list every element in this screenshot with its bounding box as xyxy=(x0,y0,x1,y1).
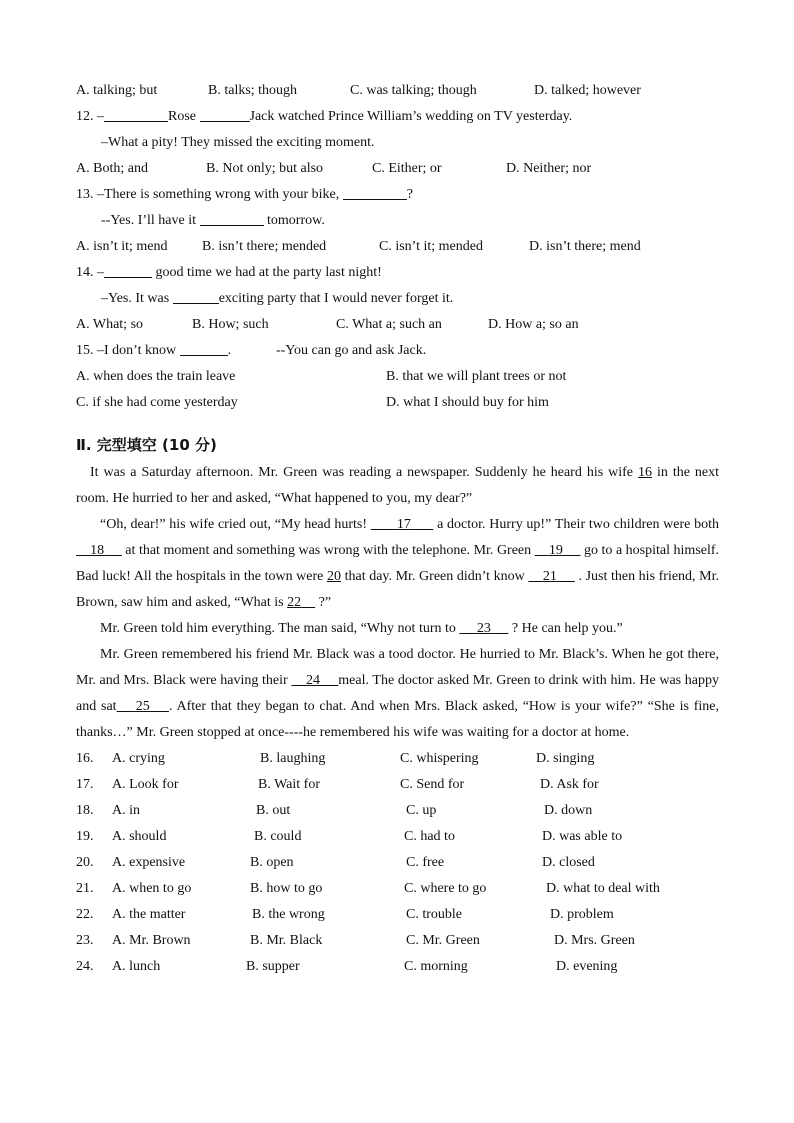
q13-number: 13. – xyxy=(76,187,104,202)
choice-b: B. Wait for xyxy=(258,777,320,792)
q14-option-d: D. How a; so an xyxy=(488,317,579,332)
blank-17-number: 17 xyxy=(396,517,411,532)
q14-option-c: C. What a; such an xyxy=(336,317,442,332)
q13-reply-text-2: tomorrow. xyxy=(263,213,325,228)
choice-number: 24. xyxy=(76,959,94,974)
blank-25 xyxy=(117,699,169,714)
passage-text: go to a hospital himself. Bad luck! All the hospitals in the town were xyxy=(76,543,720,584)
choice-c: C. Mr. Green xyxy=(406,933,480,948)
choice-c: C. had to xyxy=(404,829,455,844)
choice-row-22 xyxy=(76,902,719,928)
q11-option-c: C. was talking; though xyxy=(350,83,477,98)
q15-option-d: D. what I should buy for him xyxy=(386,395,549,410)
choice-a: A. lunch xyxy=(112,959,161,974)
passage-paragraph-2 xyxy=(76,512,719,616)
q15-text-1: I don’t know xyxy=(104,343,180,358)
blank-23-number: 23 xyxy=(476,621,491,636)
q15-option-a: A. when does the train leave xyxy=(76,369,236,384)
blank-22-number: 22 xyxy=(287,595,302,610)
choice-c: C. up xyxy=(406,803,437,818)
choice-a: A. Look for xyxy=(112,777,179,792)
q15-text-2: . xyxy=(227,343,232,358)
section-2-title: Ⅱ. 完型填空 xyxy=(76,436,157,454)
choice-b: B. the wrong xyxy=(252,907,325,922)
cloze-choices xyxy=(76,746,719,980)
q12-text-1: Rose xyxy=(168,109,200,124)
q12-question xyxy=(76,104,719,130)
q15-reply: --You can go and ask Jack. xyxy=(276,343,427,358)
q14-reply-text-1: –Yes. It was xyxy=(101,291,173,306)
passage-text: Mr. Green remembered his friend Mr. Black was a tood doctor. He hurried to Mr. Black’s. When he got there, Mr. and Mrs. Black were having their xyxy=(76,647,719,688)
q12-reply: –What a pity! They missed the exciting moment. xyxy=(101,135,375,150)
choice-row-21 xyxy=(76,876,719,902)
q12-option-b: B. Not only; but also xyxy=(206,161,324,176)
q15-options-row-1 xyxy=(76,364,719,390)
passage-text: It was a Saturday afternoon. Mr. Green was reading a newspaper. Suddenly he heard his wife xyxy=(90,465,638,480)
blank-24 xyxy=(291,673,338,688)
q11-option-b: B. talks; though xyxy=(208,83,298,98)
q13-reply-text-1: --Yes. I’ll have it xyxy=(101,213,200,228)
passage-paragraph-1 xyxy=(76,460,719,512)
choice-a: A. should xyxy=(112,829,167,844)
q14-text-1: good time we had at the party last night! xyxy=(152,265,382,280)
choice-c: C. free xyxy=(406,855,445,870)
q15-question xyxy=(76,338,719,364)
q12-blank-1 xyxy=(104,105,168,122)
blank-16: 16 xyxy=(637,465,652,480)
choice-number: 21. xyxy=(76,881,94,896)
choice-row-19 xyxy=(76,824,719,850)
q14-blank-1 xyxy=(104,261,152,278)
passage-text: ? He can help you.” xyxy=(508,621,623,636)
choice-b: B. supper xyxy=(246,959,300,974)
choice-row-18 xyxy=(76,798,719,824)
choice-number: 17. xyxy=(76,777,94,792)
passage-text: at that moment and something was wrong with the telephone. Mr. Green xyxy=(121,543,535,558)
q13-option-b: B. isn’t there; mended xyxy=(202,239,327,254)
choice-d: D. Mrs. Green xyxy=(554,933,635,948)
choice-a: A. Mr. Brown xyxy=(112,933,191,948)
passage-text: . After that they began to chat. And when Mrs. Black asked, “How is your wife?” “She is fine, thanks…” Mr. Green stopped at once----he remembered his wife was waiting for a doctor at home. xyxy=(76,699,720,740)
q13-reply-blank xyxy=(200,209,264,226)
q14-blank-2 xyxy=(173,287,219,304)
blank-24-number: 24 xyxy=(305,673,320,688)
blank-19-number: 19 xyxy=(548,543,563,558)
q13-blank xyxy=(343,183,407,200)
q12-blank-2 xyxy=(200,105,250,122)
choice-number: 20. xyxy=(76,855,94,870)
choice-d: D. was able to xyxy=(542,829,623,844)
blank-22 xyxy=(287,595,315,610)
blank-17 xyxy=(371,517,434,532)
choice-row-17 xyxy=(76,772,719,798)
choice-number: 19. xyxy=(76,829,94,844)
q13-reply xyxy=(76,208,719,234)
q14-reply xyxy=(76,286,719,312)
blank-21-number: 21 xyxy=(542,569,557,584)
q15-option-c: C. if she had come yesterday xyxy=(76,395,238,410)
blank-18-number: 18 xyxy=(90,543,105,558)
cloze-passage xyxy=(76,460,719,746)
passage-paragraph-3 xyxy=(76,616,719,642)
choice-number: 22. xyxy=(76,907,94,922)
choice-d: D. singing xyxy=(536,751,595,766)
choice-a: A. expensive xyxy=(112,855,186,870)
choice-c: C. morning xyxy=(404,959,468,974)
passage-paragraph-4 xyxy=(76,642,719,746)
q13-question xyxy=(76,182,719,208)
q13-text-1: There is something wrong with your bike, xyxy=(104,187,343,202)
choice-b: B. could xyxy=(254,829,302,844)
choice-number: 23. xyxy=(76,933,94,948)
q15-number: 15. – xyxy=(76,343,104,358)
choice-number: 16. xyxy=(76,751,94,766)
choice-a: A. the matter xyxy=(112,907,186,922)
choice-row-24 xyxy=(76,954,719,980)
blank-25-number: 25 xyxy=(135,699,150,714)
q12-option-d: D. Neither; nor xyxy=(506,161,592,176)
q14-option-a: A. What; so xyxy=(76,317,144,332)
q14-number: 14. – xyxy=(76,265,104,280)
blank-23 xyxy=(459,621,508,636)
blank-18 xyxy=(76,543,122,558)
q11-options xyxy=(76,78,719,104)
q12-options xyxy=(76,156,719,182)
q13-option-a: A. isn’t it; mend xyxy=(76,239,168,254)
exam-page xyxy=(76,78,719,980)
q14-option-b: B. How; such xyxy=(192,317,269,332)
q15-options-row-2 xyxy=(76,390,719,416)
choice-row-20 xyxy=(76,850,719,876)
passage-text: “Oh, dear!” his wife cried out, “My head hurts! xyxy=(100,517,371,532)
q11-option-a: A. talking; but xyxy=(76,83,158,98)
section-2-score: (10 分) xyxy=(162,436,217,454)
choice-d: D. down xyxy=(544,803,593,818)
q13-option-c: C. isn’t it; mended xyxy=(379,239,483,254)
q14-question xyxy=(76,260,719,286)
choice-row-23 xyxy=(76,928,719,954)
choice-b: B. out xyxy=(256,803,291,818)
q14-reply-text-2: exciting party that I would never forget it. xyxy=(218,291,454,306)
passage-text: in the next room. He hurried to her and asked, “What happened to you, my dear?” xyxy=(76,465,719,506)
q14-options xyxy=(76,312,719,338)
q11-option-d: D. talked; however xyxy=(534,83,641,98)
choice-c: C. Send for xyxy=(400,777,465,792)
choice-c: C. whispering xyxy=(400,751,479,766)
choice-c: C. trouble xyxy=(406,907,462,922)
passage-text: that day. Mr. Green didn’t know xyxy=(340,569,529,584)
blank-20: 20 xyxy=(326,569,341,584)
choice-b: B. how to go xyxy=(250,881,323,896)
choice-b: B. laughing xyxy=(260,751,326,766)
blank-21 xyxy=(528,569,574,584)
blank-19 xyxy=(535,543,581,558)
q13-text-2: ? xyxy=(406,187,413,202)
choice-a: A. crying xyxy=(112,751,165,766)
q15-option-b: B. that we will plant trees or not xyxy=(386,369,567,384)
q13-option-d: D. isn’t there; mend xyxy=(529,239,641,254)
choice-d: D. what to deal with xyxy=(546,881,660,896)
choice-a: A. when to go xyxy=(112,881,192,896)
choice-b: B. Mr. Black xyxy=(250,933,323,948)
q12-number: 12. – xyxy=(76,109,104,124)
q12-option-a: A. Both; and xyxy=(76,161,148,176)
choice-d: D. Ask for xyxy=(540,777,599,792)
passage-text: a doctor. Hurry up!” Their two children were both xyxy=(433,517,720,532)
choice-number: 18. xyxy=(76,803,94,818)
choice-d: D. evening xyxy=(556,959,618,974)
choice-b: B. open xyxy=(250,855,294,870)
q12-text-2: Jack watched Prince William’s wedding on TV yesterday. xyxy=(249,109,573,124)
choice-row-16 xyxy=(76,746,719,772)
choice-d: D. problem xyxy=(550,907,614,922)
choice-c: C. where to go xyxy=(404,881,487,896)
choice-d: D. closed xyxy=(542,855,595,870)
passage-text: meal. The doctor asked Mr. Green to drink with him. He was happy and sat xyxy=(76,673,720,714)
q15-blank xyxy=(180,339,228,356)
passage-text: ?” xyxy=(315,595,332,610)
q13-options xyxy=(76,234,719,260)
q12-option-c: C. Either; or xyxy=(372,161,442,176)
section-2-heading xyxy=(76,430,719,460)
passage-text: Mr. Green told him everything. The man said, “Why not turn to xyxy=(100,621,460,636)
passage-text: . Just then his friend, Mr. Brown, saw him and asked, “What is xyxy=(76,569,720,610)
choice-a: A. in xyxy=(112,803,140,818)
